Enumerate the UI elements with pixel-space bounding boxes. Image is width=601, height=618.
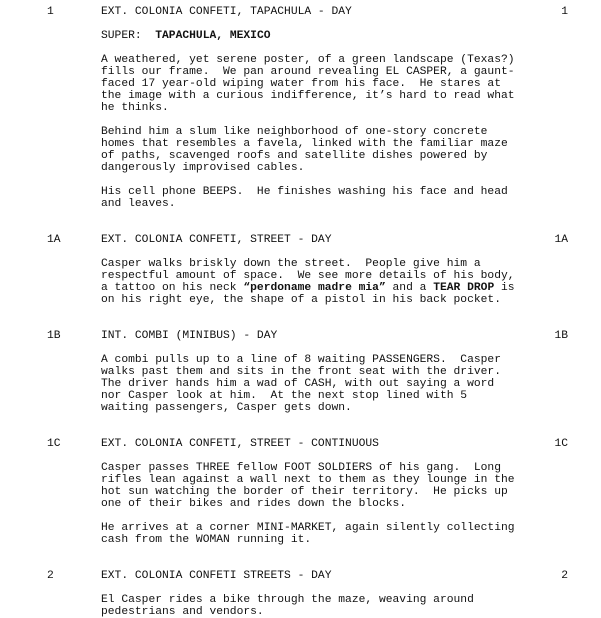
scene-number-right: 1C: [554, 438, 568, 450]
text-run: Casper walks briskly down the street. People give him a respectful amount of space. We see more details of his body, a tattoo on his neck: [101, 258, 515, 294]
scene-number-right: 1A: [554, 234, 568, 246]
super-line: [101, 30, 541, 42]
action-paragraph: Casper passes THREE fellow FOOT SOLDIERS of his gang. Long rifles lean against a wall next to them as they lounge in the hot sun watching the border of their territory. He picks up one of their bikes and rides down the blocks.: [101, 462, 515, 510]
scene-number-left: 1A: [47, 234, 61, 246]
scene-number-right: 1B: [554, 330, 568, 342]
scene-number-right: 1: [561, 6, 568, 18]
action-paragraph: A combi pulls up to a line of 8 waiting PASSENGERS. Casper walks past them and sits in the front seat with the driver. The driver hands him a wad of CASH, with out saying a word nor Casper look at him. At the next stop lined with 5 waiting passengers, Casper gets down.: [101, 354, 501, 414]
tear-drop-text: TEAR DROP: [433, 282, 495, 294]
action-paragraph: [101, 258, 541, 306]
action-paragraph: El Casper rides a bike through the maze, weaving around pedestrians and vendors.: [101, 594, 474, 618]
scene-number-left: 2: [47, 570, 54, 582]
scene-number-left: 1: [47, 6, 54, 18]
text-run: is on his right eye, the shape of a pistol in his back pocket.: [101, 282, 515, 306]
scene-heading: EXT. COLONIA CONFETI, TAPACHULA - DAY: [101, 6, 352, 18]
action-paragraph: A weathered, yet serene poster, of a green landscape (Texas?) fills our frame. We pan around revealing EL CASPER, a gaunt- faced 17 year-old wiping water from his face. He stares at the image with a curious indifference, it’s hard to read what he thinks.: [101, 54, 515, 114]
tattoo-text: “perdoname madre mia”: [243, 282, 386, 294]
super-text: TAPACHULA, MEXICO: [155, 30, 271, 42]
scene-number-left: 1C: [47, 438, 61, 450]
scene-heading: EXT. COLONIA CONFETI, STREET - CONTINUOUS: [101, 438, 379, 450]
action-paragraph: His cell phone BEEPS. He finishes washing his face and head and leaves.: [101, 186, 508, 210]
super-label: SUPER:: [101, 30, 142, 42]
scene-heading: EXT. COLONIA CONFETI, STREET - DAY: [101, 234, 332, 246]
text-run: and a: [385, 282, 434, 294]
scene-heading: EXT. COLONIA CONFETI STREETS - DAY: [101, 570, 332, 582]
scene-number-right: 2: [561, 570, 568, 582]
scene-number-left: 1B: [47, 330, 61, 342]
action-paragraph: Behind him a slum like neighborhood of one-story concrete homes that resembles a favela, linked with the familiar maze of paths, scavenged roofs and satellite dishes powered by dangerously improvised cables.: [101, 126, 508, 174]
action-paragraph: He arrives at a corner MINI-MARKET, again silently collecting cash from the WOMAN running it.: [101, 522, 515, 546]
scene-heading: INT. COMBI (MINIBUS) - DAY: [101, 330, 278, 342]
